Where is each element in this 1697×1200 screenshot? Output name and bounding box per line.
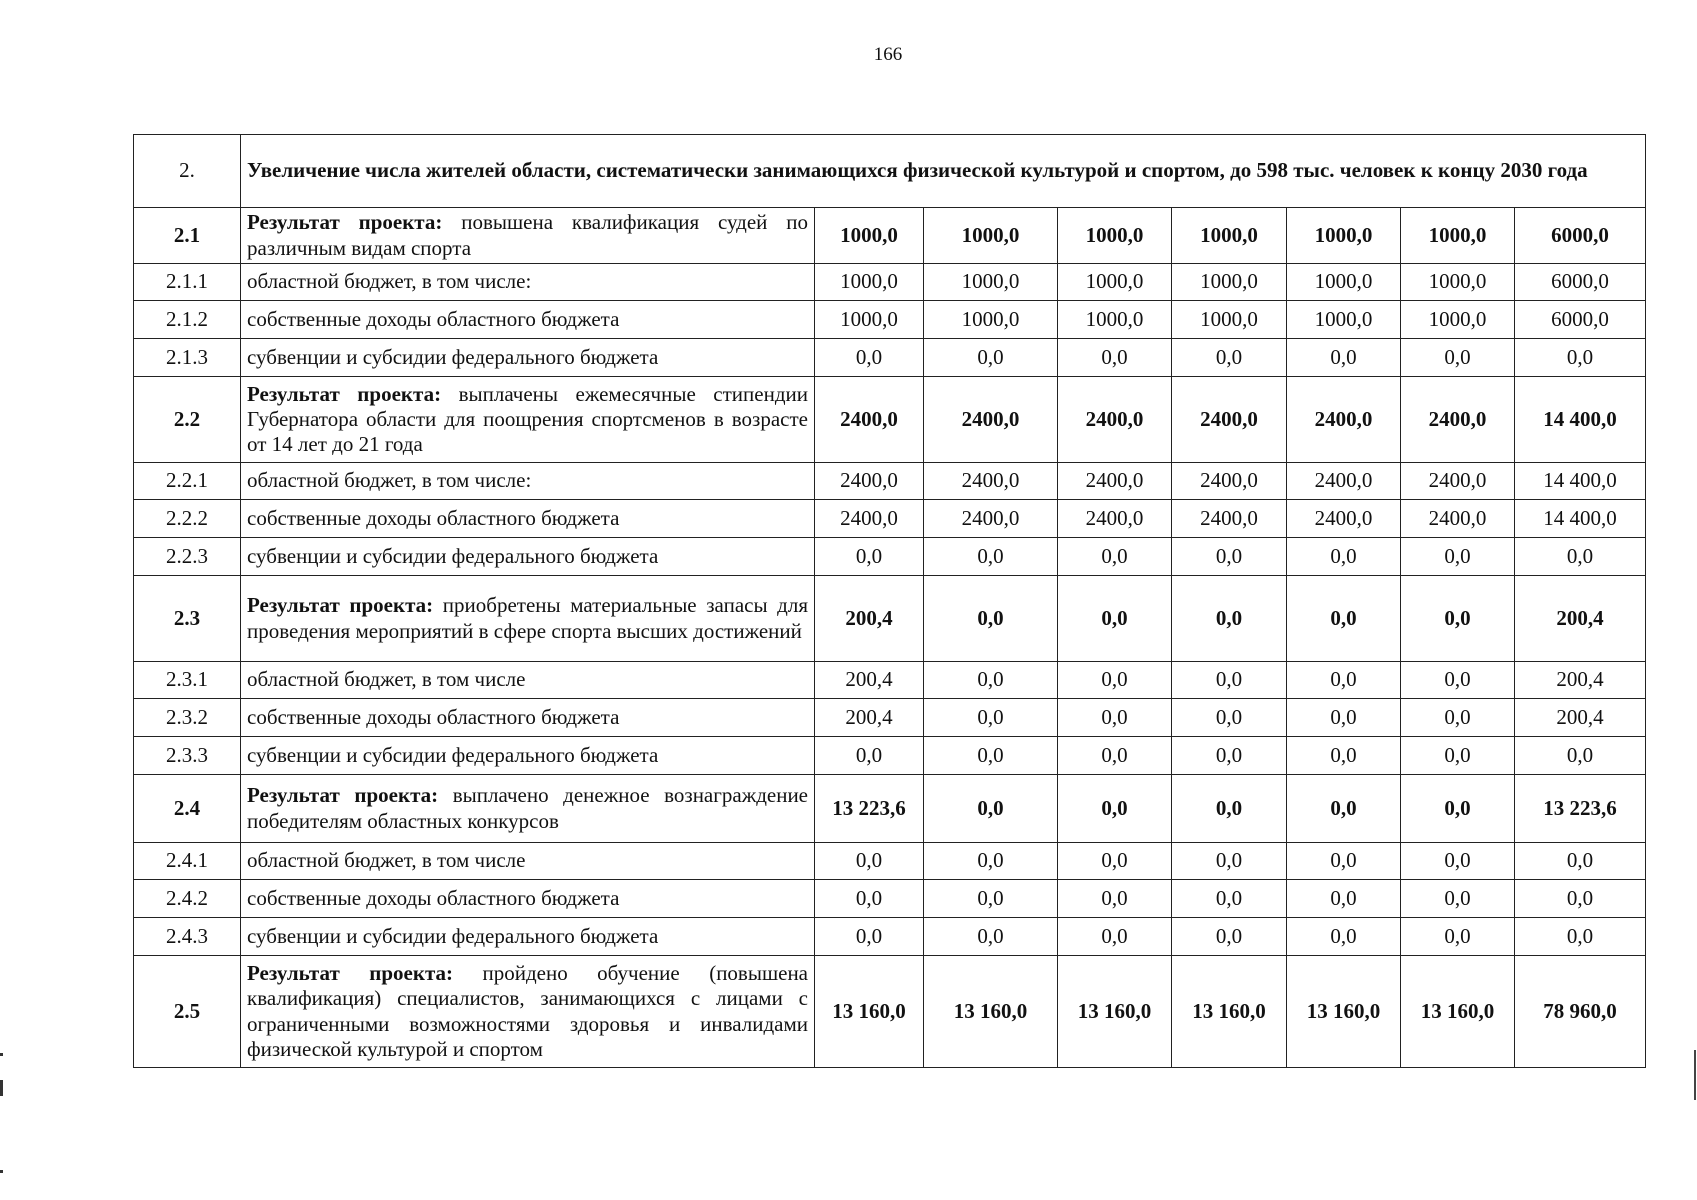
year-value-cell: 0,0: [815, 737, 924, 775]
year-value-cell: 0,0: [924, 576, 1058, 662]
total-value-cell: 0,0: [1515, 918, 1646, 956]
year-value-cell: 2400,0: [1287, 463, 1401, 500]
year-value-cell: 1000,0: [1172, 264, 1287, 301]
description-text: выплачены ежемесячные стипендии Губернатора области для поощрения спортсменов в возрасте от 14 лет до 21 года: [247, 381, 808, 457]
year-value-cell: 1000,0: [1401, 264, 1515, 301]
row-number: 2.1.2: [134, 301, 241, 339]
result-row: [134, 775, 1646, 843]
budget-row: [134, 737, 1646, 775]
row-description: [241, 500, 815, 538]
year-value-cell: 0,0: [1401, 737, 1515, 775]
row-description: [241, 538, 815, 576]
year-value-cell: 2400,0: [815, 500, 924, 538]
year-value-cell: 2400,0: [1401, 463, 1515, 500]
year-value-cell: 13 160,0: [1287, 956, 1401, 1068]
year-value-cell: 0,0: [1401, 880, 1515, 918]
result-row: [134, 377, 1646, 463]
year-value-cell: 0,0: [1287, 699, 1401, 737]
year-value-cell: 0,0: [1401, 843, 1515, 880]
year-value-cell: 0,0: [1172, 339, 1287, 377]
year-value-cell: 2400,0: [1172, 377, 1287, 463]
table-body: [134, 135, 1646, 1068]
total-value-cell: 14 400,0: [1515, 377, 1646, 463]
result-label: Результат проекта:: [247, 961, 454, 986]
year-value-cell: 0,0: [1401, 918, 1515, 956]
year-value-cell: 0,0: [1172, 880, 1287, 918]
budget-row: [134, 339, 1646, 377]
year-value-cell: 2400,0: [1172, 500, 1287, 538]
year-value-cell: 200,4: [815, 699, 924, 737]
year-value-cell: 0,0: [1287, 538, 1401, 576]
year-value-cell: 2400,0: [1058, 500, 1172, 538]
year-value-cell: 2400,0: [1058, 463, 1172, 500]
year-value-cell: 0,0: [1172, 662, 1287, 699]
total-value-cell: 14 400,0: [1515, 500, 1646, 538]
row-description: [241, 301, 815, 339]
description-text: субвенции и субсидии федерального бюджета: [247, 923, 659, 948]
year-value-cell: 0,0: [815, 880, 924, 918]
result-label: Результат проекта:: [247, 381, 442, 406]
year-value-cell: 1000,0: [1058, 264, 1172, 301]
description-text: пройдено обучение (повышена квалификация) специалистов, занимающихся с лицами с ограниченными возможностями здоровья и инвалидами физической культурой и спортом: [247, 961, 809, 1061]
year-value-cell: 13 160,0: [1172, 956, 1287, 1068]
total-value-cell: 78 960,0: [1515, 956, 1646, 1068]
total-value-cell: 6000,0: [1515, 264, 1646, 301]
year-value-cell: 0,0: [924, 843, 1058, 880]
year-value-cell: 1000,0: [1172, 208, 1287, 264]
row-number: 2.4.2: [134, 880, 241, 918]
year-value-cell: 0,0: [1172, 918, 1287, 956]
year-value-cell: 13 160,0: [1058, 956, 1172, 1068]
row-number: 2.3: [134, 576, 241, 662]
row-number: 2.4.1: [134, 843, 241, 880]
year-value-cell: 13 160,0: [924, 956, 1058, 1068]
description-text: областной бюджет, в том числе: [247, 848, 526, 873]
year-value-cell: 2400,0: [815, 377, 924, 463]
year-value-cell: 0,0: [1058, 538, 1172, 576]
year-value-cell: 1000,0: [924, 264, 1058, 301]
total-value-cell: 6000,0: [1515, 301, 1646, 339]
budget-row: [134, 301, 1646, 339]
year-value-cell: 2400,0: [815, 463, 924, 500]
row-description: [241, 662, 815, 699]
description-text: собственные доходы областного бюджета: [247, 306, 620, 331]
year-value-cell: 1000,0: [1287, 301, 1401, 339]
year-value-cell: 1000,0: [815, 208, 924, 264]
row-number: 2.1.3: [134, 339, 241, 377]
year-value-cell: 200,4: [815, 662, 924, 699]
scan-edge-mark: [0, 1080, 3, 1096]
year-value-cell: 1000,0: [815, 264, 924, 301]
description-text: субвенции и субсидии федерального бюджета: [247, 543, 659, 568]
total-value-cell: 200,4: [1515, 662, 1646, 699]
year-value-cell: 0,0: [924, 737, 1058, 775]
year-value-cell: 0,0: [924, 699, 1058, 737]
row-description: [241, 208, 815, 264]
row-number: 2.2.3: [134, 538, 241, 576]
year-value-cell: 200,4: [815, 576, 924, 662]
row-number: 2.2.1: [134, 463, 241, 500]
page-number: 166: [873, 44, 903, 65]
year-value-cell: 2400,0: [1401, 377, 1515, 463]
year-value-cell: 0,0: [1401, 699, 1515, 737]
year-value-cell: 0,0: [1401, 538, 1515, 576]
year-value-cell: 0,0: [1058, 918, 1172, 956]
row-number: 2.2.2: [134, 500, 241, 538]
year-value-cell: 0,0: [924, 339, 1058, 377]
result-label: Результат проекта:: [247, 210, 443, 235]
year-value-cell: 13 223,6: [815, 775, 924, 843]
description-text: собственные доходы областного бюджета: [247, 704, 620, 729]
year-value-cell: 0,0: [1058, 662, 1172, 699]
row-number: 2.3.1: [134, 662, 241, 699]
year-value-cell: 0,0: [924, 662, 1058, 699]
scan-edge-mark: [1694, 1050, 1696, 1100]
year-value-cell: 0,0: [1401, 576, 1515, 662]
year-value-cell: 0,0: [1058, 880, 1172, 918]
year-value-cell: 1000,0: [924, 208, 1058, 264]
year-value-cell: 2400,0: [1401, 500, 1515, 538]
row-description: [241, 956, 815, 1068]
row-number: 2.5: [134, 956, 241, 1068]
description-text: повышена квалификация судей по различным видам спорта: [247, 210, 808, 260]
year-value-cell: 0,0: [1287, 775, 1401, 843]
year-value-cell: 1000,0: [1401, 208, 1515, 264]
year-value-cell: 1000,0: [1058, 301, 1172, 339]
row-number: 2.4: [134, 775, 241, 843]
budget-row: [134, 918, 1646, 956]
row-description: [241, 576, 815, 662]
budget-table: [133, 134, 1646, 1068]
total-value-cell: 6000,0: [1515, 208, 1646, 264]
budget-row: [134, 699, 1646, 737]
year-value-cell: 1000,0: [1287, 208, 1401, 264]
year-value-cell: 1000,0: [1287, 264, 1401, 301]
total-value-cell: 0,0: [1515, 339, 1646, 377]
row-description: [241, 737, 815, 775]
scan-edge-mark: [0, 1170, 3, 1173]
year-value-cell: 2400,0: [1172, 463, 1287, 500]
year-value-cell: 0,0: [1058, 775, 1172, 843]
year-value-cell: 13 160,0: [815, 956, 924, 1068]
total-value-cell: 0,0: [1515, 737, 1646, 775]
row-description: [241, 377, 815, 463]
year-value-cell: 0,0: [1172, 775, 1287, 843]
total-value-cell: 13 223,6: [1515, 775, 1646, 843]
budget-row: [134, 662, 1646, 699]
row-description: [241, 699, 815, 737]
year-value-cell: 0,0: [1058, 843, 1172, 880]
result-row: [134, 956, 1646, 1068]
row-description: [241, 339, 815, 377]
year-value-cell: 2400,0: [924, 500, 1058, 538]
scan-edge-mark: [0, 1053, 3, 1056]
year-value-cell: 13 160,0: [1401, 956, 1515, 1068]
year-value-cell: 0,0: [924, 775, 1058, 843]
row-description: [241, 463, 815, 500]
year-value-cell: 0,0: [1172, 737, 1287, 775]
result-row: [134, 576, 1646, 662]
result-label: Результат проекта:: [247, 593, 434, 618]
year-value-cell: 0,0: [1172, 576, 1287, 662]
goal-number: 2.: [134, 135, 241, 208]
year-value-cell: 1000,0: [1401, 301, 1515, 339]
year-value-cell: 0,0: [1287, 339, 1401, 377]
year-value-cell: 1000,0: [1172, 301, 1287, 339]
year-value-cell: 1000,0: [1058, 208, 1172, 264]
budget-row: [134, 880, 1646, 918]
year-value-cell: 0,0: [1287, 880, 1401, 918]
description-text: собственные доходы областного бюджета: [247, 885, 620, 910]
total-value-cell: 14 400,0: [1515, 463, 1646, 500]
budget-row: [134, 843, 1646, 880]
year-value-cell: 0,0: [1058, 576, 1172, 662]
budget-row: [134, 264, 1646, 301]
total-value-cell: 200,4: [1515, 699, 1646, 737]
row-description: [241, 264, 815, 301]
description-text: выплачено денежное вознаграждение победителям областных конкурсов: [247, 783, 809, 833]
year-value-cell: 0,0: [815, 538, 924, 576]
row-number: 2.1.1: [134, 264, 241, 301]
budget-row: [134, 463, 1646, 500]
goal-text: Увеличение числа жителей области, систематически занимающихся физической культурой и спортом, до 598 тыс. человек к концу 2030 года: [241, 135, 1646, 208]
year-value-cell: 0,0: [1401, 339, 1515, 377]
year-value-cell: 0,0: [815, 843, 924, 880]
year-value-cell: 0,0: [1172, 699, 1287, 737]
budget-row: [134, 538, 1646, 576]
year-value-cell: 0,0: [1287, 576, 1401, 662]
row-number: 2.3.2: [134, 699, 241, 737]
row-description: [241, 775, 815, 843]
description-text: субвенции и субсидии федерального бюджета: [247, 742, 659, 767]
description-text: областной бюджет, в том числе:: [247, 468, 532, 493]
year-value-cell: 2400,0: [1058, 377, 1172, 463]
budget-row: [134, 500, 1646, 538]
total-value-cell: 200,4: [1515, 576, 1646, 662]
row-number: 2.1: [134, 208, 241, 264]
result-row: [134, 208, 1646, 264]
year-value-cell: 0,0: [924, 538, 1058, 576]
row-description: [241, 843, 815, 880]
total-value-cell: 0,0: [1515, 880, 1646, 918]
description-text: собственные доходы областного бюджета: [247, 505, 620, 530]
year-value-cell: 0,0: [1287, 843, 1401, 880]
year-value-cell: 0,0: [1058, 699, 1172, 737]
result-label: Результат проекта:: [247, 783, 439, 808]
description-text: приобретены материальные запасы для проведения мероприятий в сфере спорта высших достижений: [247, 593, 809, 643]
year-value-cell: 2400,0: [924, 377, 1058, 463]
year-value-cell: 1000,0: [815, 301, 924, 339]
description-text: субвенции и субсидии федерального бюджета: [247, 344, 659, 369]
row-number: 2.3.3: [134, 737, 241, 775]
year-value-cell: 0,0: [1058, 339, 1172, 377]
year-value-cell: 0,0: [1287, 918, 1401, 956]
row-description: [241, 918, 815, 956]
goal-row: [134, 135, 1646, 208]
year-value-cell: 2400,0: [1287, 377, 1401, 463]
year-value-cell: 0,0: [1172, 843, 1287, 880]
year-value-cell: 2400,0: [924, 463, 1058, 500]
year-value-cell: 0,0: [1401, 662, 1515, 699]
year-value-cell: 0,0: [924, 880, 1058, 918]
year-value-cell: 0,0: [1401, 775, 1515, 843]
row-number: 2.2: [134, 377, 241, 463]
row-number: 2.4.3: [134, 918, 241, 956]
description-text: областной бюджет, в том числе: [247, 667, 526, 692]
year-value-cell: 0,0: [1058, 737, 1172, 775]
total-value-cell: 0,0: [1515, 843, 1646, 880]
year-value-cell: 1000,0: [924, 301, 1058, 339]
total-value-cell: 0,0: [1515, 538, 1646, 576]
year-value-cell: 0,0: [1287, 662, 1401, 699]
description-text: областной бюджет, в том числе:: [247, 269, 532, 294]
year-value-cell: 0,0: [1287, 737, 1401, 775]
year-value-cell: 0,0: [815, 339, 924, 377]
year-value-cell: 0,0: [924, 918, 1058, 956]
year-value-cell: 0,0: [815, 918, 924, 956]
year-value-cell: 0,0: [1172, 538, 1287, 576]
year-value-cell: 2400,0: [1287, 500, 1401, 538]
row-description: [241, 880, 815, 918]
